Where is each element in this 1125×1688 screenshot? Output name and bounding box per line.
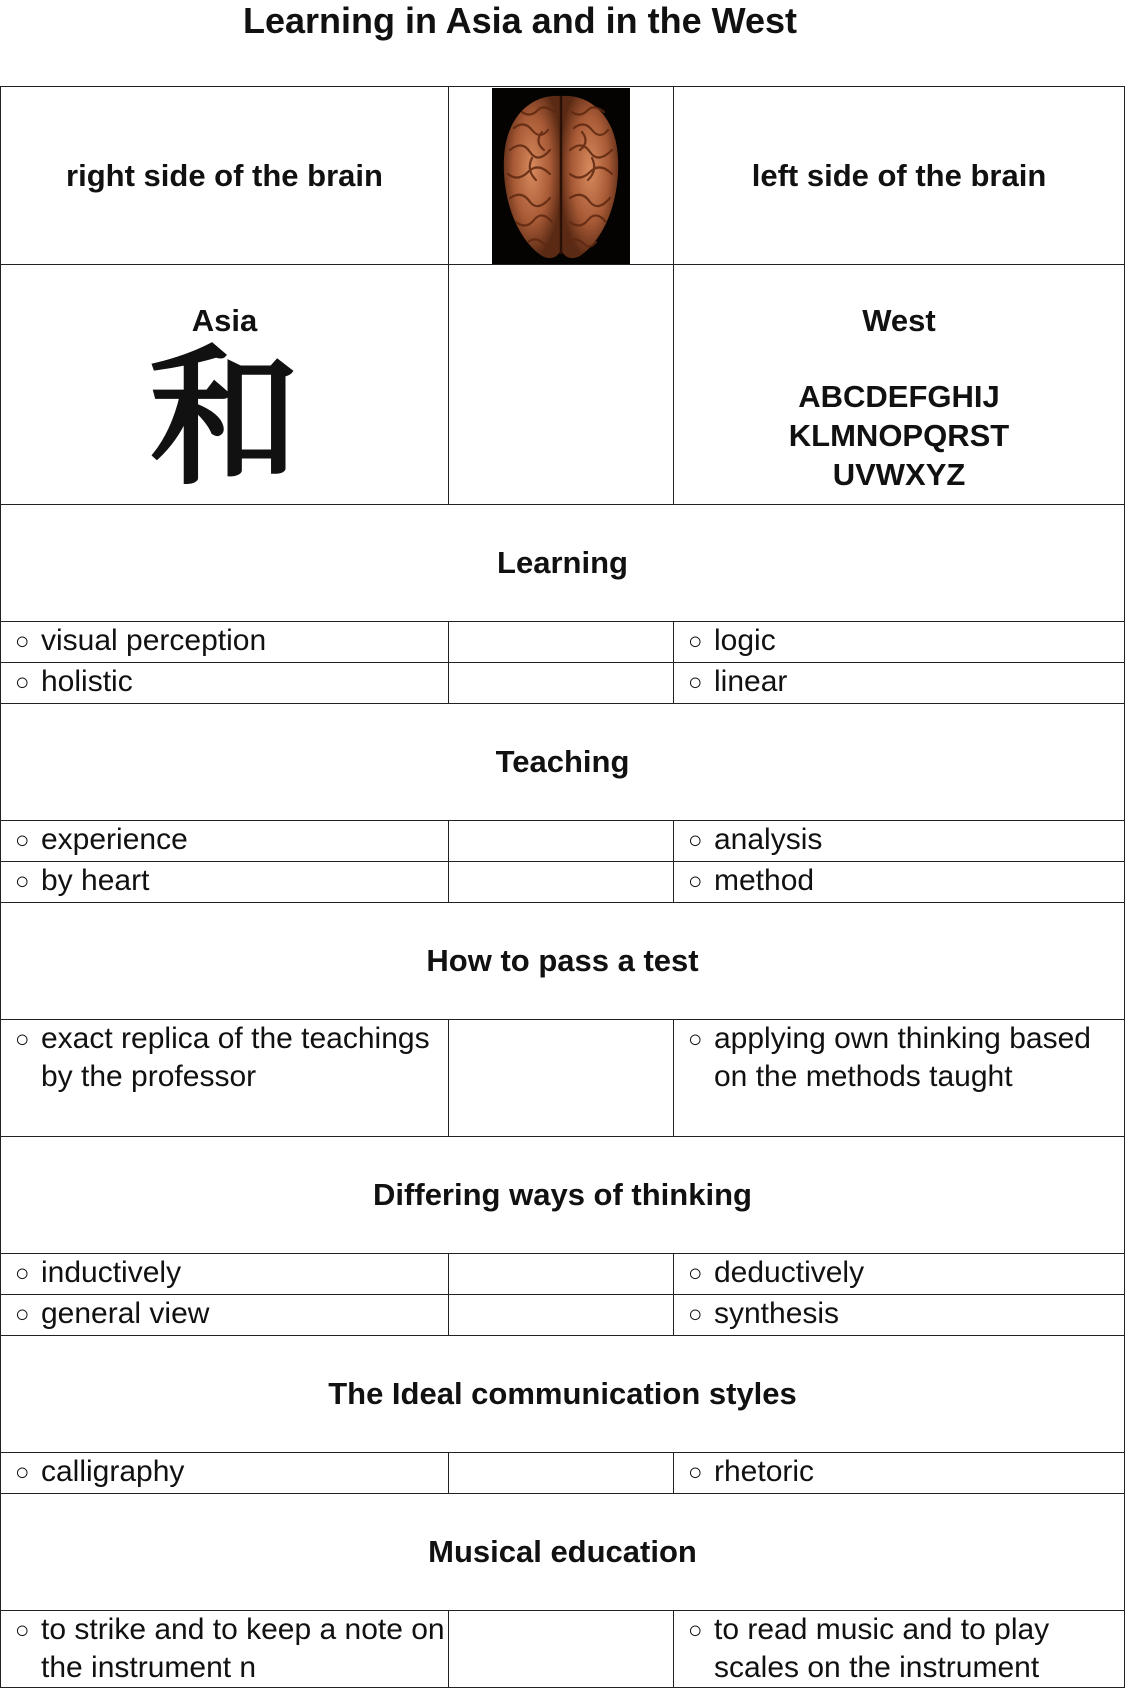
brain-header-row	[1, 87, 1125, 265]
asia-item-cell	[1, 1254, 449, 1295]
west-label: West	[862, 303, 936, 338]
kanji-wa: 和	[149, 330, 300, 506]
brain-image-cell	[449, 87, 674, 265]
west-item-text: linear	[714, 665, 788, 698]
item	[15, 1020, 448, 1096]
item	[15, 622, 448, 662]
section-header-row	[1, 505, 1125, 622]
item	[15, 821, 448, 861]
item	[15, 1611, 448, 1687]
asia-item-cell	[1, 622, 449, 663]
comparison-table	[0, 86, 1125, 1688]
section-header-row	[1, 1336, 1125, 1453]
item	[15, 1254, 448, 1294]
circle-bullet-icon: ○	[688, 669, 703, 696]
circle-bullet-icon: ○	[688, 868, 703, 895]
item	[688, 663, 1124, 703]
asia-item-cell	[1, 1611, 449, 1688]
asia-item-cell	[1, 663, 449, 704]
section-header-row	[1, 1137, 1125, 1254]
west-item-text: deductively	[714, 1256, 865, 1289]
west-item-cell	[674, 1453, 1125, 1494]
circle-bullet-icon: ○	[688, 1301, 703, 1328]
page-title: Learning in Asia and in the West	[242, 0, 798, 41]
west-item-cell	[674, 1254, 1125, 1295]
item	[688, 1295, 1124, 1335]
section-header-row	[1, 1494, 1125, 1611]
west-item-text: logic	[714, 624, 776, 657]
culture-row	[1, 265, 1125, 505]
comparison-row	[1, 1254, 1125, 1295]
empty-cell	[449, 1295, 674, 1336]
section-title: How to pass a test	[1, 903, 1125, 1020]
circle-bullet-icon: ○	[15, 1617, 30, 1644]
comparison-row	[1, 663, 1125, 704]
circle-bullet-icon: ○	[15, 868, 30, 895]
alphabet-line: ABCDEFGHIJ	[798, 379, 1000, 414]
right-brain-label: right side of the brain	[1, 87, 449, 265]
asia-item-text: visual perception	[41, 624, 267, 657]
asia-item-text: by heart	[41, 864, 150, 897]
asia-item-cell	[1, 1295, 449, 1336]
item	[688, 821, 1124, 861]
asia-item-text: general view	[41, 1297, 210, 1330]
asia-item-text: calligraphy	[41, 1455, 185, 1488]
section-title: Musical education	[1, 1494, 1125, 1611]
brain-icon	[492, 88, 630, 264]
asia-item-text: experience	[41, 823, 188, 856]
circle-bullet-icon: ○	[688, 628, 703, 655]
west-item-text: rhetoric	[714, 1455, 815, 1488]
comparison-row	[1, 1453, 1125, 1494]
circle-bullet-icon: ○	[15, 1459, 30, 1486]
alphabet-line: UVWXYZ	[832, 457, 966, 492]
west-item-cell	[674, 622, 1125, 663]
item	[688, 862, 1124, 902]
west-item-cell	[674, 1611, 1125, 1688]
brain-image	[492, 88, 630, 264]
section-title: The Ideal communication styles	[1, 1336, 1125, 1453]
section-header-row	[1, 704, 1125, 821]
west-item-cell	[674, 663, 1125, 704]
item	[688, 1453, 1124, 1493]
asia-item-cell	[1, 862, 449, 903]
circle-bullet-icon: ○	[15, 1301, 30, 1328]
circle-bullet-icon: ○	[15, 1026, 30, 1053]
asia-cell	[1, 265, 449, 505]
circle-bullet-icon: ○	[15, 628, 30, 655]
empty-cell	[449, 663, 674, 704]
west-item-text: synthesis	[714, 1297, 840, 1330]
asia-item-text: inductively	[41, 1256, 182, 1289]
empty-cell	[449, 1020, 674, 1137]
comparison-row	[1, 821, 1125, 862]
asia-label: Asia	[191, 303, 258, 338]
comparison-row	[1, 862, 1125, 903]
circle-bullet-icon: ○	[15, 827, 30, 854]
asia-item-cell	[1, 1020, 449, 1137]
comparison-row	[1, 1020, 1125, 1137]
west-item-text: method	[714, 864, 815, 897]
asia-item-cell	[1, 821, 449, 862]
empty-cell	[449, 1611, 674, 1688]
empty-cell	[449, 862, 674, 903]
comparison-row	[1, 622, 1125, 663]
west-item-cell	[674, 862, 1125, 903]
circle-bullet-icon: ○	[688, 1260, 703, 1287]
empty-cell	[449, 265, 674, 505]
circle-bullet-icon: ○	[15, 1260, 30, 1287]
circle-bullet-icon: ○	[688, 827, 703, 854]
section-header-row	[1, 903, 1125, 1020]
empty-cell	[449, 622, 674, 663]
west-item-cell	[674, 821, 1125, 862]
section-title: Teaching	[1, 704, 1125, 821]
item	[15, 1453, 448, 1493]
section-title: Differing ways of thinking	[1, 1137, 1125, 1254]
asia-item-text: holistic	[41, 665, 133, 698]
circle-bullet-icon: ○	[688, 1026, 703, 1053]
left-brain-label: left side of the brain	[674, 87, 1125, 265]
item	[15, 862, 448, 902]
west-alphabet	[674, 377, 1124, 494]
asia-item-cell	[1, 1453, 449, 1494]
alphabet-line: KLMNOPQRST	[788, 418, 1010, 453]
empty-cell	[449, 1453, 674, 1494]
west-item-cell	[674, 1020, 1125, 1137]
item	[688, 1020, 1124, 1096]
comparison-row	[1, 1295, 1125, 1336]
asia-item-text: to strike and to keep a note on the instrument n	[41, 1613, 445, 1684]
comparison-row	[1, 1611, 1125, 1688]
asia-item-text: exact replica of the teachings by the professor	[41, 1022, 430, 1093]
item	[688, 1254, 1124, 1294]
circle-bullet-icon: ○	[688, 1617, 703, 1644]
item	[15, 663, 448, 703]
item	[688, 1611, 1124, 1687]
item	[15, 1295, 448, 1335]
circle-bullet-icon: ○	[15, 669, 30, 696]
item	[688, 622, 1124, 662]
section-title: Learning	[1, 505, 1125, 622]
west-item-cell	[674, 1295, 1125, 1336]
empty-cell	[449, 821, 674, 862]
west-cell	[674, 265, 1125, 505]
west-item-text: to read music and to play scales on the instrument	[714, 1613, 1050, 1684]
west-item-text: analysis	[714, 823, 823, 856]
empty-cell	[449, 1254, 674, 1295]
circle-bullet-icon: ○	[688, 1459, 703, 1486]
west-item-text: applying own thinking based on the methods taught	[714, 1022, 1091, 1093]
